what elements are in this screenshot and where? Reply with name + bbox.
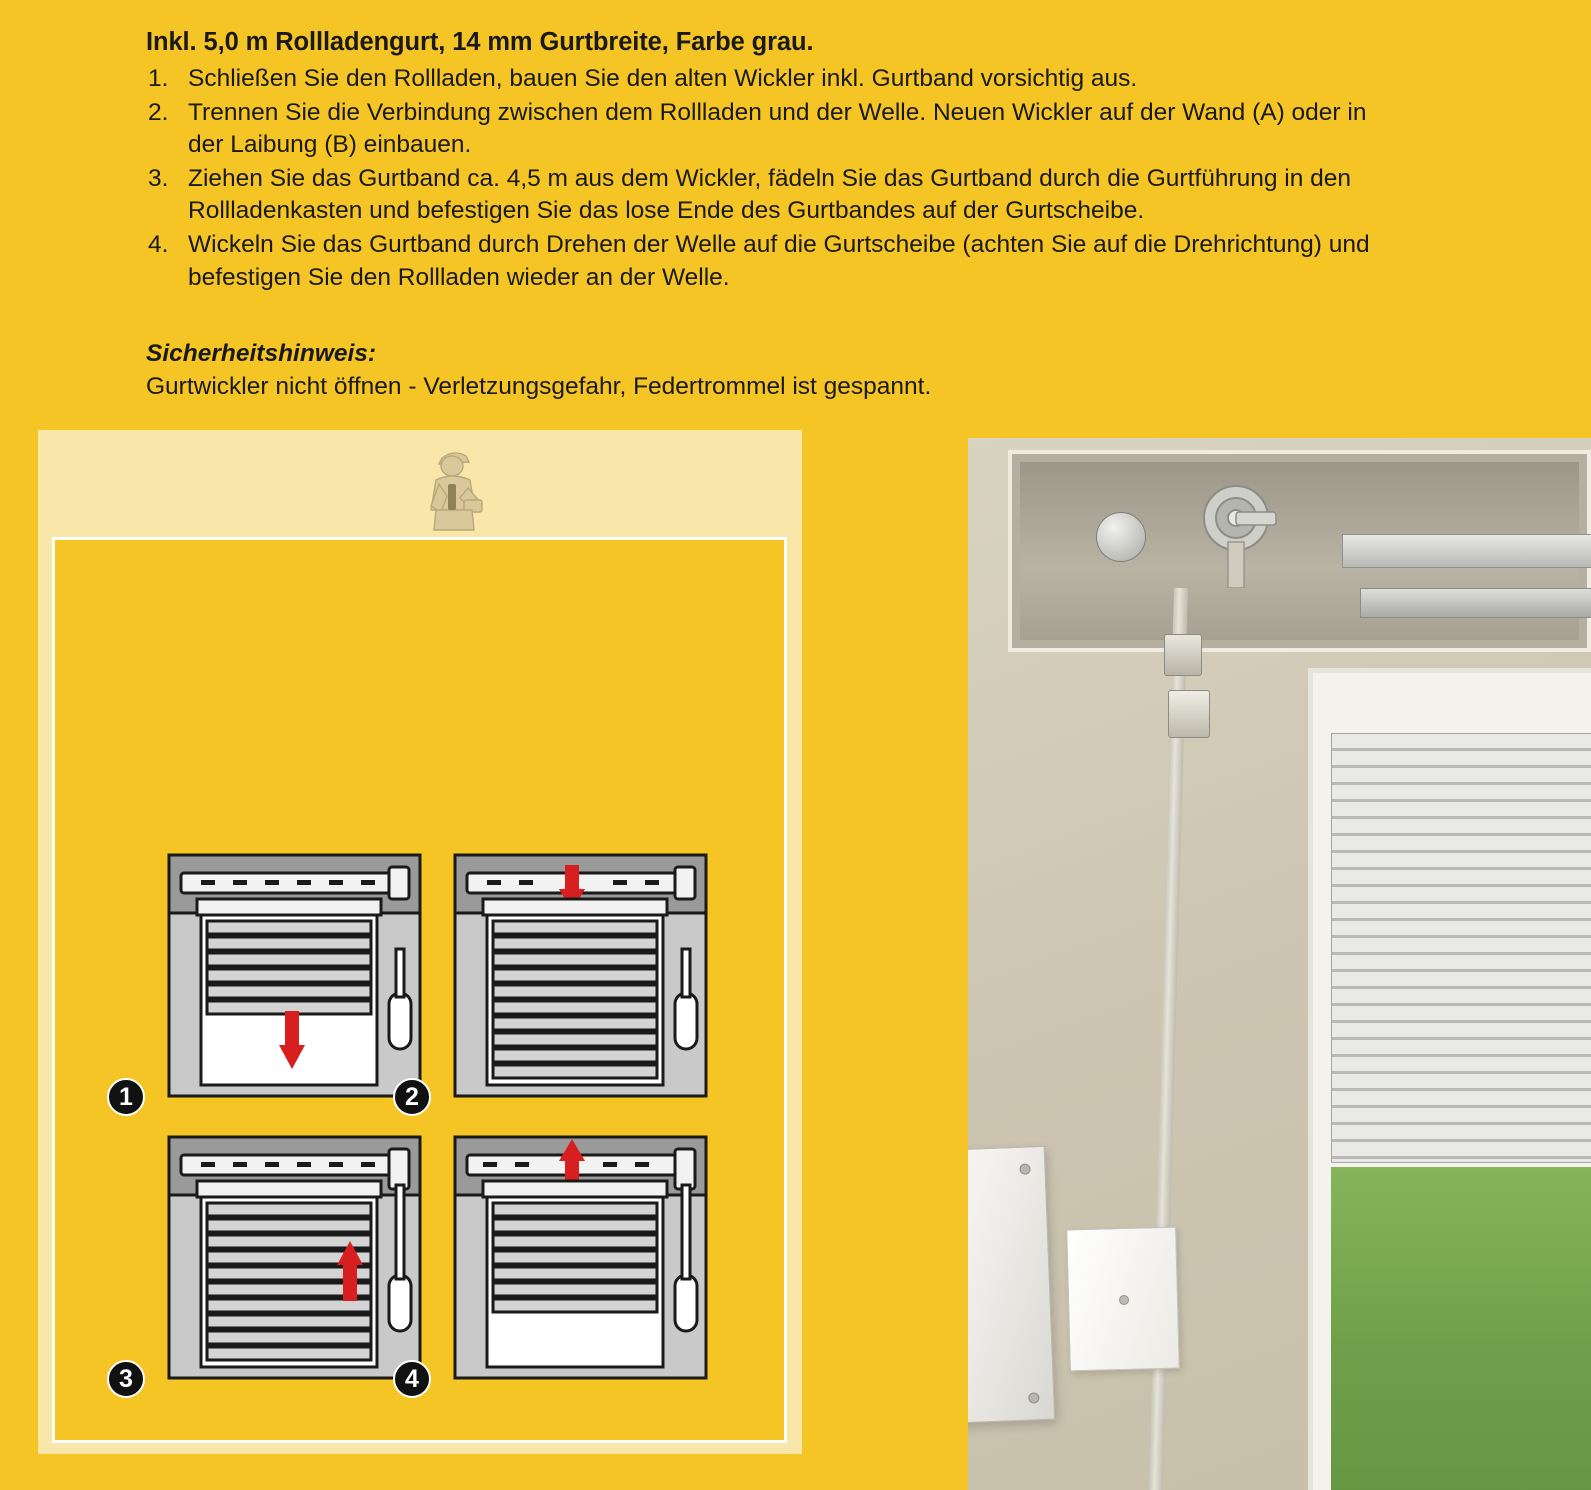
figure-badge: 1 [107,1078,145,1116]
figure-1 [119,853,422,1111]
belt-pulley-small-icon [1096,512,1146,562]
instruction-steps-list [146,63,1376,294]
belt-winder-housing [968,1146,1055,1428]
shutter-diagram-1 [167,853,422,1098]
shutter-rail-upper [1342,534,1591,568]
step-number: 1. [148,65,169,93]
illustration-inner-frame [52,537,787,1443]
shutter-diagram-4 [453,1135,708,1380]
figure-badge: 4 [393,1360,431,1398]
instruction-step [146,229,1376,294]
step-text: Schließen Sie den Rollladen, bauen Sie den alten Wickler inkl. Gurtband vorsichtig aus. [188,65,1138,93]
shutter-diagram-2 [453,853,708,1098]
step-text: Trennen Sie die Verbindung zwischen dem Rollladen und der Welle. Neuen Wickler auf der Wand (A) oder in der Laibung (B) einbauen. [188,98,1367,159]
figure-3 [119,1135,422,1393]
instruction-text-block [146,26,1376,404]
shutter-diagram-3 [167,1135,422,1380]
belt-disc-assembly [1194,482,1278,588]
product-installation-photo [968,438,1591,1490]
instruction-step [146,63,1376,96]
figure-grid [119,845,719,1393]
roller-shutter-slats [1331,733,1591,1163]
step-text: Wickeln Sie das Gurtband durch Drehen der Welle auf die Gurtscheibe (achten Sie auf die Drehrichtung) und befestigen Sie den Rollladen wieder an der Welle. [188,231,1370,291]
figure-badge: 3 [107,1360,145,1398]
screw-icon [1028,1392,1039,1403]
instruction-step [146,163,1376,228]
figure-4 [405,1135,708,1393]
roller-shutter-box [1008,450,1591,652]
screw-icon [1119,1295,1129,1305]
step-text: Ziehen Sie das Gurtband ca. 4,5 m aus dem Wickler, fädeln Sie das Gurtband durch die Gurtführung in den Rollladenkasten und befestigen Sie das lose Ende des Gurtbandes auf der Gurtscheibe. [188,164,1352,225]
instruction-step [146,97,1376,162]
step-number: 2. [148,98,169,126]
figure-badge: 2 [393,1078,431,1116]
window-frame [1308,668,1591,1490]
page-title: Inkl. 5,0 m Rollladengurt, 14 mm Gurtbreite, Farbe grau. [146,28,814,56]
figure-2 [405,853,708,1111]
belt-guide-lower [1168,690,1210,738]
screw-icon [1019,1163,1030,1174]
illustration-panel [38,430,802,1454]
step-number: 4. [148,231,169,259]
shutter-rail-lower [1360,588,1591,618]
worker-with-drill-icon [412,444,492,532]
window-glass-with-lawn-view [1331,1167,1591,1490]
belt-guide-upper [1164,634,1202,676]
safety-notice-text: Gurtwickler nicht öffnen - Verletzungsgefahr, Federtrommel ist gespannt. [146,373,932,401]
step-number: 3. [148,164,169,192]
belt-winder-cover-plate [1066,1227,1180,1372]
safety-notice-title: Sicherheitshinweis: [146,340,377,368]
